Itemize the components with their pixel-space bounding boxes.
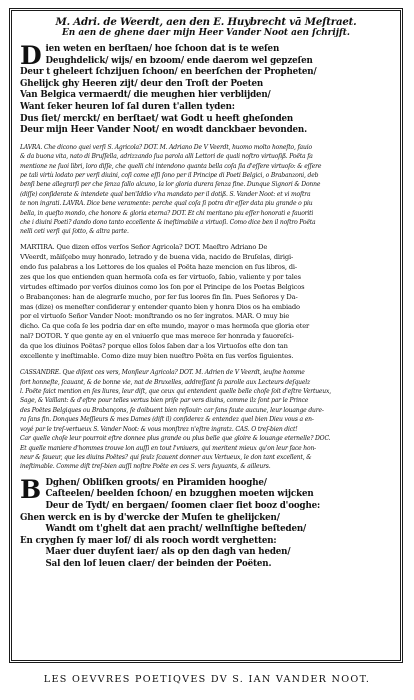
- paragraph-line: ineſtimable. Comme diſt treſ-bien auſſi noſtre Poëte en ces S. vers ſuyuants, & ailleurs.: [20, 463, 271, 471]
- paragraph-line: endo ſus palabras a los Lettores de los quales el Poëta haze mencion en ſus libros, di-: [20, 262, 298, 271]
- paragraph-line: voyé par le treſ-vertueux S. Vander Noot: & vous monſtrez n'eſtre ingratz. CAS. O treſ-bien dict!: [20, 425, 298, 433]
- paragraph-line: virtudes eſtimado por verſos diuinos como los ſon por el Principe de los Poetas Belgicos: [20, 282, 305, 291]
- paragraph-line: VVeerdt, mãiſçebo muy honrado, letrado y de buena vida, nacido de Bruſelas, dirigi-: [20, 252, 294, 261]
- dutch-poem-1: [20, 41, 392, 137]
- paragraph-line: Et quelle maniere d'hommes trouve lon auſſi en tout l'vniuers, qui meritent mieux qu'on leur face hon-: [20, 444, 317, 452]
- paragraph-line: che i diuini Poeti? dando dono tanto eccellente & ineſtimabile a virtuoſi. Como dice ben il noſtro Poëta: [20, 219, 316, 226]
- poem-line: Sal den lof leuen claer/ der beinden der Poëten.: [45, 558, 272, 569]
- paragraph-line: Car quelle choſe leur pourroit eſtre donnee plus grande ou plus belle que gloire & louange eternelle? DOC.: [20, 435, 331, 443]
- dutch-poem-2: [20, 474, 392, 571]
- paragraph-line: CASSANDRE. Que diſent ces vers, Monſieur Agricola? DOT. M. Adrien de V Veerdt, ieuſne homme: [20, 369, 305, 377]
- poem-line: Deur de Tydt/ en bergaen/ ſoomen claer ſiet booz d'ooghe:: [45, 500, 321, 511]
- paragraph-line: benſi bene allegrarſi per che ſenza fallo alcuno, la lor gloria durera ſenza fine. Dunque Signori & Donne: [20, 181, 321, 189]
- paragraph-line: te non ingrati. LAVRA. Dice bene veramente: perche qual coſa ſi potra dir eſſer data piu grande o piu: [20, 200, 313, 208]
- poem-line: Ghen werck en is by d'wercke der Muſen te ghelijcken/: [20, 512, 280, 523]
- poem-line: Maer duer duyſent iaer/ als op den dagh van heden/: [45, 547, 291, 558]
- paragraph-line: da que los diuinos Poëtas? porque ellos ſolos ſaben dar a los Virtuoſos eſte don tan: [20, 342, 288, 351]
- paragraph-line: excellente y ineſtimable. Como dize muy bien nueſtro Poëta en ſus verſos ſiguientes.: [20, 352, 294, 361]
- paragraph-line: l. Poëte faict mention en ſes liures, leur diſt, que ceux qui entendent quelle belle choſe ſoit d'eſtre Vertueux,: [20, 388, 331, 396]
- poem-line: En cryghen ſy maer lof/ di als rooch wordt verghetten:: [20, 535, 277, 546]
- paragraph-line: zes que los que entienden quan hermoſa coſa es ſer virtuoſo, ſabio, valiente y por tales: [20, 272, 301, 281]
- drop-cap-initial: D: [20, 41, 42, 70]
- poem-line: Wandt om t'ghelt dat aen pracht/ wellnſtighe beſteden/: [45, 524, 307, 535]
- paragraph-line: pe tali virtù lodato per verſi diuini, coſi come eſſi ſono per il Principe di Poeti Belgici, o Brabanzoni, deb: [20, 171, 319, 179]
- paragraph-line: por el virtuoſo Señor Vander Noot: monſtrando os no ſer ingratos. MAR. O muy bie: [20, 312, 290, 321]
- paragraph-line: fort honneſte, ſcauant, & de bonne vie, nat de Bruxelles, addreſſant ſa parolle aux Lecteurs deſquelz: [20, 378, 310, 386]
- paragraph-line: Sage, & Vaillant: & d'eſtre pour telles vertus bien priſe par vers diuins, comme ilz ſont par le Prince: [20, 397, 309, 405]
- poem-line: Dus ſiet/ merckt/ en berſtaet/ wat Godt u heeft gheſonden: [20, 113, 294, 124]
- poem-line: Caſteelen/ beelden ſchoon/ en bzugghen moeten wijcken: [45, 489, 314, 500]
- paragraph-line: nelli ceti verſi qui ſotto, & altra parte.: [20, 228, 129, 236]
- paragraph-line: bella, in queſto mondo, che honore & gloria eterna? DOT. Et chi meritano piu eſſer honorati e fauoriti: [20, 209, 314, 217]
- paragraph-line: des Poëtes Belgiques ou Brabançons, ſe doibuent bien reſiouir: car ſans faute aucune, leur louange dure-: [20, 406, 324, 414]
- dedication-subheading: En aen de ghene daer mijn Heer Vander Noot aen ſchrijft.: [62, 28, 350, 38]
- paragraph-line: ra ſans fin. Donques Meſſieurs & mes Dames (diſt il) conſiderez & entendez quel bien Dieu vous a en-: [20, 416, 314, 424]
- poem-line: Deur mijn Heer Vander Noot/ en woꝛdt danckbaer bevonden.: [20, 125, 308, 136]
- paragraph-line: MARTIRA. Que dizen eſſos verſos Señor Agricola? DOT. Maeſtro Adriano De: [20, 242, 268, 251]
- poem-line: Dghen/ Obliſken groots/ en Piramiden hooghe/: [45, 477, 267, 488]
- running-footer: LES OEVVRES POETIQVES DV S. IAN VANDER NOOT.: [43, 674, 371, 685]
- paragraph-line: dicho. Ca que coſa ſe les podria dar en eſte mundo, mayor o mas hermoſa que gloria eter: [20, 322, 310, 331]
- poem-line: Ghelijck ghy Heeren zijt/ deur den Troſt der Poeten: [20, 78, 264, 89]
- poem-line: Van Belgica vermaerdt/ die meughen hier verblijden/: [20, 90, 271, 101]
- poem-line: Want ſeker heuren lof ſal duren t'allen tyden:: [20, 101, 235, 112]
- poem-line: Deur t gheleert ſchzijuen ſchoon/ en beerſchen der Propheten/: [20, 67, 317, 78]
- paragraph-line: neur & faueur, que les diuins Poëtes? qui ſeulz ſcauent donner aux Vertueux, le don tant excellent, &: [20, 453, 312, 461]
- paragraph-line: & da buona vita, nato di Bruſſella, adrizzando ſua parola alli Lettori de quali noſtro virtuoſiß. Poëta fa: [20, 153, 313, 161]
- poem-line: Deughdelick/ wijs/ en bzoom/ ende daerom wel gepzeſen: [45, 55, 313, 66]
- paragraph-line: mentione ne ſuoi libri, loro diſſe, che quelli chi intendono quanta bella coſa ſia d'eſſere virtuoſo: & eſſere: [20, 162, 322, 170]
- dedication-heading: M. Adri. de Weerdt, aen den E. Huybrecht vā Meſtraet.: [55, 16, 357, 28]
- paragraph-line: nal? DOTOR. Y que gente ay en el vniuerſo que mas merece ſer honrada y fauoreſci-: [20, 332, 294, 341]
- paragraph-line: o Brabançones: han de alegrarſe mucho, por ſer ſus loores ſin ſin. Pues Señores y Da-: [20, 292, 298, 301]
- spanish-dialogue-paragraph: [20, 243, 392, 362]
- drop-cap-initial: B: [20, 474, 42, 504]
- italian-dialogue-paragraph: [20, 143, 392, 237]
- poem-line: ien weten en berſtaen/ hoe ſchoon dat is te weſen: [45, 44, 280, 54]
- paragraph-line: LAVRA. Che dicono quei verſi S. Agricola? DOT. M. Adriano De V Veerdt, huomo molto honeſto, fauio: [20, 143, 312, 151]
- page-border-frame: [9, 8, 403, 663]
- paragraph-line: mas (dize) os meneſter conſiderar y entender quanto bien y honra Dios os ha embiado: [20, 302, 300, 311]
- paragraph-line: (diſſe) conſiderate & intendete qual ben'Iddio v'ha mandato per il dotiß. S. Vander Noot: et vi moſtra: [20, 190, 311, 198]
- french-dialogue-paragraph: [20, 368, 392, 471]
